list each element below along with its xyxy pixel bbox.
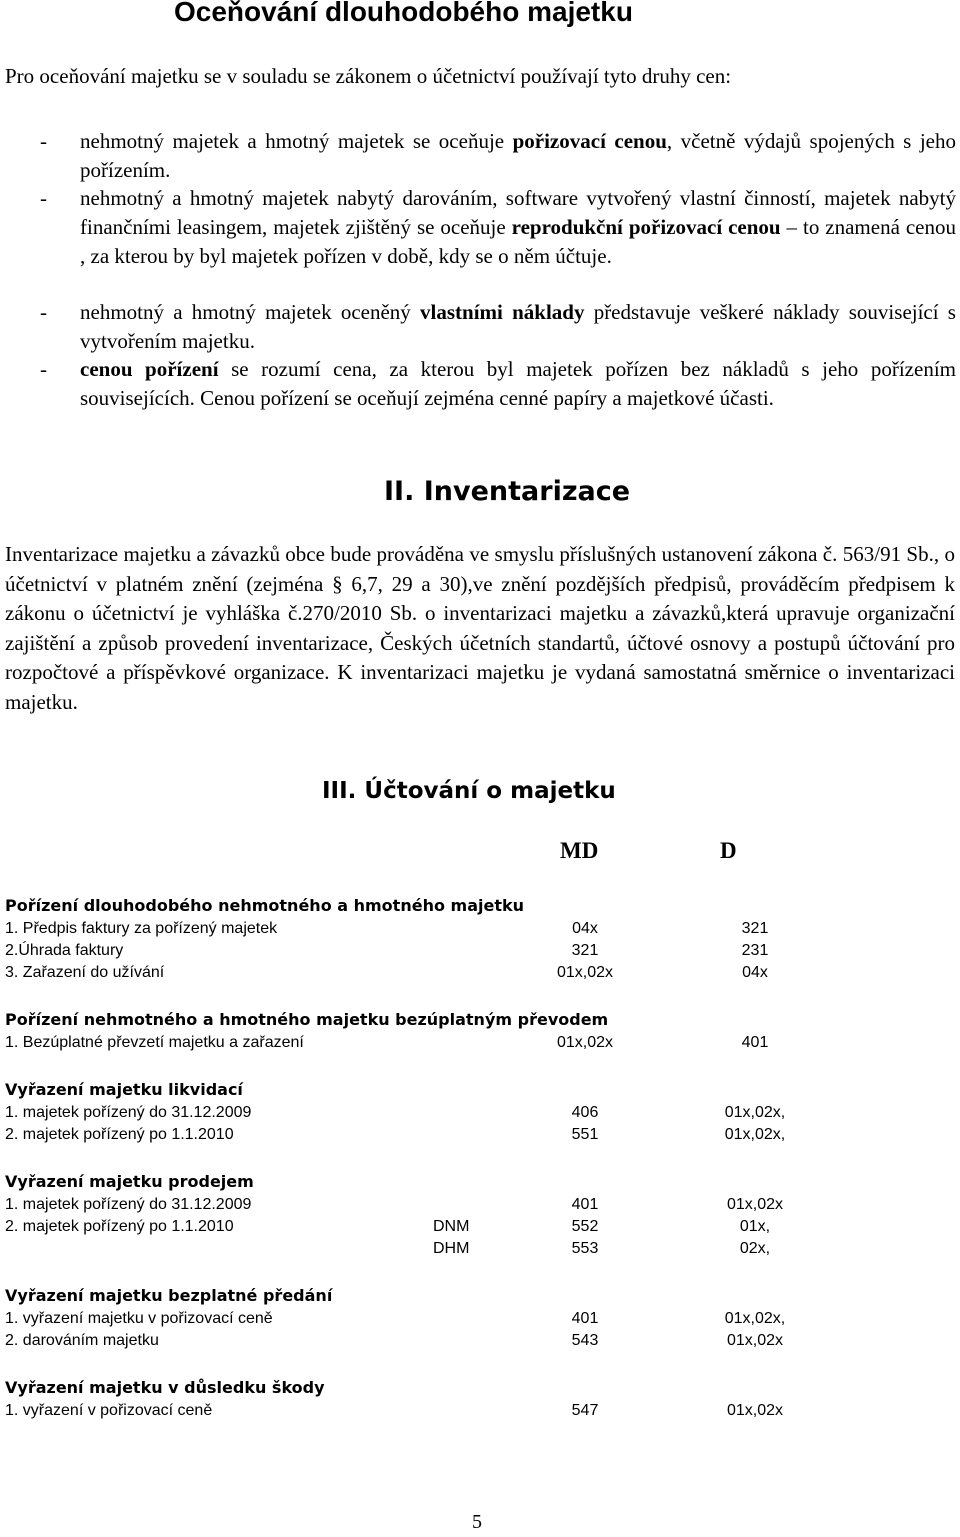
page-title: Oceňování dlouhodobého majetku	[174, 0, 633, 27]
entry-group	[5, 1286, 955, 1354]
table-row	[5, 1104, 955, 1126]
bullet-text	[80, 127, 956, 185]
row-d: 01x,	[739, 1218, 771, 1235]
bullet-text	[80, 184, 956, 271]
table-row	[5, 1196, 955, 1218]
row-label: 2.Úhrada faktury	[5, 942, 124, 959]
row-d: 01x,02x	[726, 1402, 784, 1419]
row-d: 401	[741, 1034, 769, 1051]
row-label: 1. Bezúplatné převzetí majetku a zařazení	[5, 1034, 304, 1051]
table-row	[5, 1332, 955, 1354]
group-title: Vyřazení majetku bezplatné předání	[5, 1286, 333, 1305]
entry-group	[5, 1378, 955, 1424]
table-row	[5, 1402, 955, 1424]
bullet-text-part: , včetně výdajů spojených s jeho pořízením.	[80, 129, 956, 182]
row-md: 552	[571, 1218, 599, 1235]
row-d: 01x,02x	[726, 1332, 784, 1349]
column-header-d: D	[720, 838, 737, 863]
bullet-bold-term: reprodukční pořizovací cenou	[511, 215, 781, 239]
row-d: 01x,02x,	[724, 1310, 786, 1327]
row-d: 01x,02x	[726, 1196, 784, 1213]
bullet-text	[80, 298, 956, 356]
bullet-text	[80, 355, 956, 413]
row-d: 321	[741, 920, 769, 937]
row-md: 553	[571, 1240, 599, 1257]
entry-group	[5, 1172, 955, 1262]
row-d: 01x,02x,	[724, 1126, 786, 1143]
group-title: Vyřazení majetku v důsledku škody	[5, 1378, 325, 1397]
entry-group	[5, 896, 955, 986]
row-md: 401	[571, 1310, 599, 1327]
bullet-text-part: nehmotný majetek a hmotný majetek se oceňuje	[80, 129, 513, 153]
row-label: 1. vyřazení v pořizovací ceně	[5, 1402, 213, 1419]
table-row	[5, 1034, 955, 1056]
group-title: Vyřazení majetku prodejem	[5, 1172, 254, 1191]
bullet-dash: -	[40, 129, 47, 153]
bullet-text-part: představuje veškeré náklady související s vytvořením majetku.	[80, 300, 956, 353]
row-label: 1. majetek pořízený do 31.12.2009	[5, 1196, 252, 1213]
bullet-text-part: nehmotný a hmotný majetek oceněný	[80, 300, 421, 324]
table-row	[5, 1240, 955, 1262]
table-row	[5, 1218, 955, 1240]
bullet-text-part: nehmotný a hmotný majetek nabytý darováním, software vytvořený vlastní činností, majetek nabytý finančními leasingem, majetek zjištěný se oceňuje	[80, 186, 956, 239]
row-label: 2. darováním majetku	[5, 1332, 159, 1349]
row-md: 04x	[572, 920, 598, 937]
row-label: 3. Zařazení do užívání	[5, 964, 165, 981]
table-row	[5, 964, 955, 986]
bullet-dash: -	[40, 300, 47, 324]
row-md: 543	[571, 1332, 599, 1349]
intro-text: Pro oceňování majetku se v souladu se zákonem o účetnictví používají tyto druhy cen:	[5, 64, 732, 88]
bullet-bold-term: vlastními náklady	[420, 300, 585, 324]
bullet-text-part: – to znamená cenou , za kterou by byl majetek pořízen v době, kdy se o něm účtuje.	[80, 215, 956, 268]
row-md: 321	[571, 942, 599, 959]
table-row	[5, 920, 955, 942]
page-number: 5	[472, 1511, 482, 1533]
bullet-dash: -	[40, 357, 47, 381]
row-label: 1. majetek pořízený do 31.12.2009	[5, 1104, 252, 1121]
table-row	[5, 1310, 955, 1332]
section-heading: III. Účtování o majetku	[322, 778, 616, 804]
bullet-text-part: se rozumí cena, za kterou byl majetek pořízen bez nákladů s jeho pořízením souvisejících. Cenou pořízení se oceňují zejména cenné papíry a majetkové účasti.	[80, 357, 956, 410]
bullet-bold-term: cenou pořízení	[80, 357, 219, 381]
section-heading: II. Inventarizace	[384, 476, 631, 507]
row-md: 551	[571, 1126, 599, 1143]
column-header-md: MD	[560, 838, 599, 863]
row-d: 02x,	[739, 1240, 771, 1257]
entry-group	[5, 1080, 955, 1148]
row-type: DNM	[433, 1218, 470, 1235]
entry-group	[5, 1010, 955, 1056]
group-title: Pořízení nehmotného a hmotného majetku bezúplatným převodem	[5, 1010, 609, 1029]
bullet-dash: -	[40, 186, 47, 210]
row-md: 01x,02x	[556, 1034, 614, 1051]
row-label: 1. Předpis faktury za pořízený majetek	[5, 920, 278, 937]
bullet-bold-term: pořizovací cenou	[512, 129, 667, 153]
row-md: 01x,02x	[556, 964, 614, 981]
row-type: DHM	[433, 1240, 470, 1257]
accounting-table	[5, 896, 955, 1424]
row-d: 01x,02x,	[724, 1104, 786, 1121]
row-md: 547	[571, 1402, 599, 1419]
row-d: 04x	[742, 964, 768, 981]
row-label: 2. majetek pořízený po 1.1.2010	[5, 1126, 234, 1143]
table-row	[5, 1126, 955, 1148]
row-md: 406	[571, 1104, 599, 1121]
row-label: 2. majetek pořízený po 1.1.2010	[5, 1218, 234, 1235]
table-row	[5, 942, 955, 964]
inventory-paragraph: Inventarizace majetku a závazků obce bude prováděna ve smyslu příslušných ustanovení zákona č. 563/91 Sb., o účetnictví v platném znění (zejména § 6,7, 29 a 30),ve znění pozdějších předpisů, prováděcím předpisem k zákonu o účetnictví je vyhláška č.270/2010 Sb. o inventarizaci majetku a závazků,která upravuje organizační zajištění a způsob provedení inventarizace, Českých účetních standartů, účtové osnovy a postupů účtování pro rozpočtové a příspěvkové organizace. K inventarizaci majetku je vydaná samostatná směrnice o inventarizaci majetku.	[5, 542, 955, 714]
group-title: Pořízení dlouhodobého nehmotného a hmotného majetku	[5, 896, 524, 915]
row-label: 1. vyřazení majetku v pořizovací ceně	[5, 1310, 273, 1327]
group-title: Vyřazení majetku likvidací	[5, 1080, 243, 1099]
row-d: 231	[741, 942, 769, 959]
row-md: 401	[571, 1196, 599, 1213]
